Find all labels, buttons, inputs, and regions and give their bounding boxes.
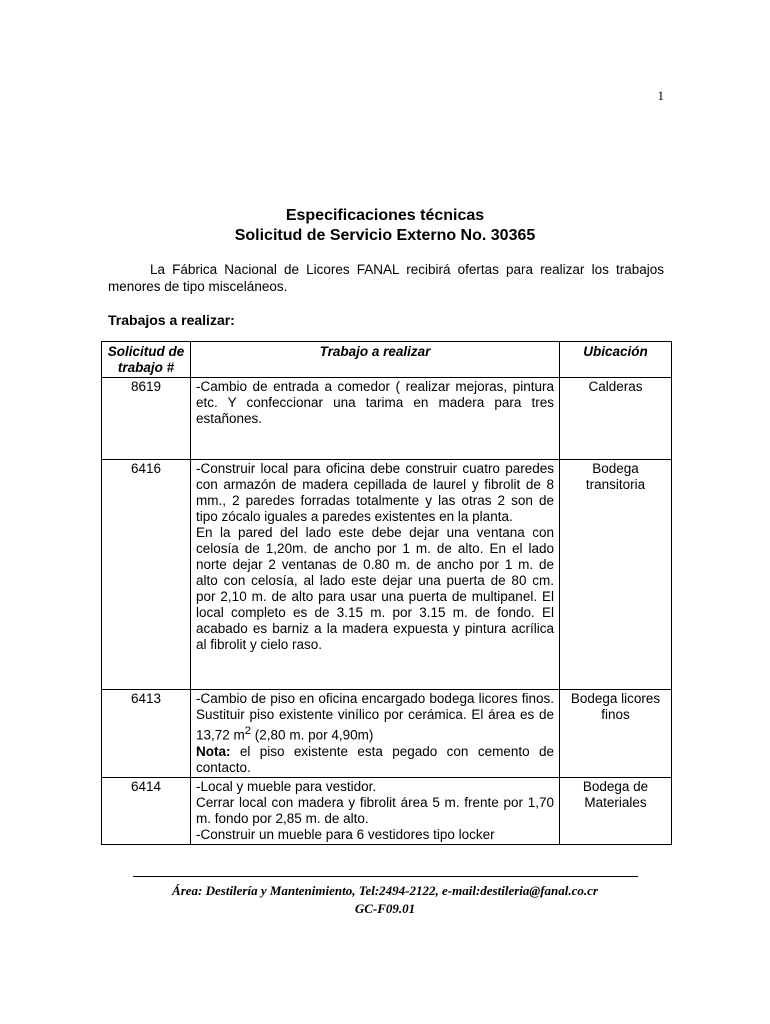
footer-divider [133, 876, 638, 877]
work-line: -Construir local para oficina debe construir cuatro paredes con armazón de madera cepillada de laurel y fibrolit de 8 mm., 2 paredes forradas totalmente y las otras 2 son de tipo zócalo iguales a paredes existentes en la planta. [196, 461, 554, 524]
section-heading: Trabajos a realizar: [108, 312, 235, 328]
table-header-row [102, 342, 672, 378]
table-row [102, 690, 672, 778]
work-line-text: -Cambio de piso en oficina encargado bodega licores finos. Sustituir piso existente vinílico por cerámica. El área es de 13,72 m [196, 691, 554, 743]
work-line: -Local y mueble para vestidor. [196, 778, 377, 794]
table-row [102, 777, 672, 844]
work-location: Bodega licores finos [560, 690, 672, 778]
document-title-block [0, 206, 770, 246]
work-description [191, 378, 560, 460]
work-line: Cerrar local con madera y fibrolit área 5 m. frente por 1,70 m. fondo por 2,85 m. de alto. [196, 794, 554, 826]
header-request-number: Solicitud de trabajo # [102, 342, 191, 378]
work-location: Bodega transitoria [560, 460, 672, 690]
work-line [196, 691, 554, 744]
work-location: Bodega de Materiales [560, 777, 672, 844]
table-row [102, 460, 672, 690]
header-work: Trabajo a realizar [191, 342, 560, 378]
work-note [196, 744, 554, 776]
header-location: Ubicación [560, 342, 672, 378]
work-line: -Cambio de entrada a comedor ( realizar mejoras, pintura etc. Y confeccionar una tarima en madera para tres estañones. [196, 379, 554, 426]
work-line: -Construir un mueble para 6 vestidores tipo locker [196, 826, 495, 842]
work-description [191, 460, 560, 690]
request-number: 6416 [102, 460, 191, 690]
request-number: 6414 [102, 777, 191, 844]
table-row [102, 378, 672, 460]
note-label: Nota: [196, 743, 231, 759]
document-subtitle: Solicitud de Servicio Externo No. 30365 [234, 227, 536, 244]
work-line-text-end: (2,80 m. por 4,90m) [251, 727, 374, 743]
work-description [191, 777, 560, 844]
request-number: 6413 [102, 690, 191, 778]
footer-contact: Área: Destilería y Mantenimiento, Tel:2494-2122, e-mail:destileria@fanal.co.cr [172, 883, 598, 898]
footer-form-code: GC-F09.01 [354, 901, 416, 916]
work-line: En la pared del lado este debe dejar una ventana con celosía de 1,20m. de ancho por 1 m. de alto. En el lado norte dejar 2 ventanas de 0.80 m. de ancho por 1 m. de alto con celosía, al lado este dejar una puerta de 80 cm. por 2,10 m. de alto para usar una puerta de multipanel. El local completo es de 3.15 m. por 3.15 m. de fondo. El acabado es barniz a la madera expuesta y pintura acrílica al fibrolit y cielo raso. [196, 525, 554, 652]
work-location: Calderas [560, 378, 672, 460]
note-text: el piso existente esta pegado con cemento de contacto. [196, 743, 554, 775]
square-superscript: 2 [244, 725, 252, 737]
document-title: Especificaciones técnicas [285, 207, 485, 224]
jobs-table [101, 341, 672, 845]
intro-paragraph: La Fábrica Nacional de Licores FANAL recibirá ofertas para realizar los trabajos menores de tipo misceláneos. [108, 262, 664, 294]
request-number: 8619 [102, 378, 191, 460]
footer [0, 882, 770, 918]
work-description [191, 690, 560, 778]
page-number: 1 [657, 88, 664, 103]
